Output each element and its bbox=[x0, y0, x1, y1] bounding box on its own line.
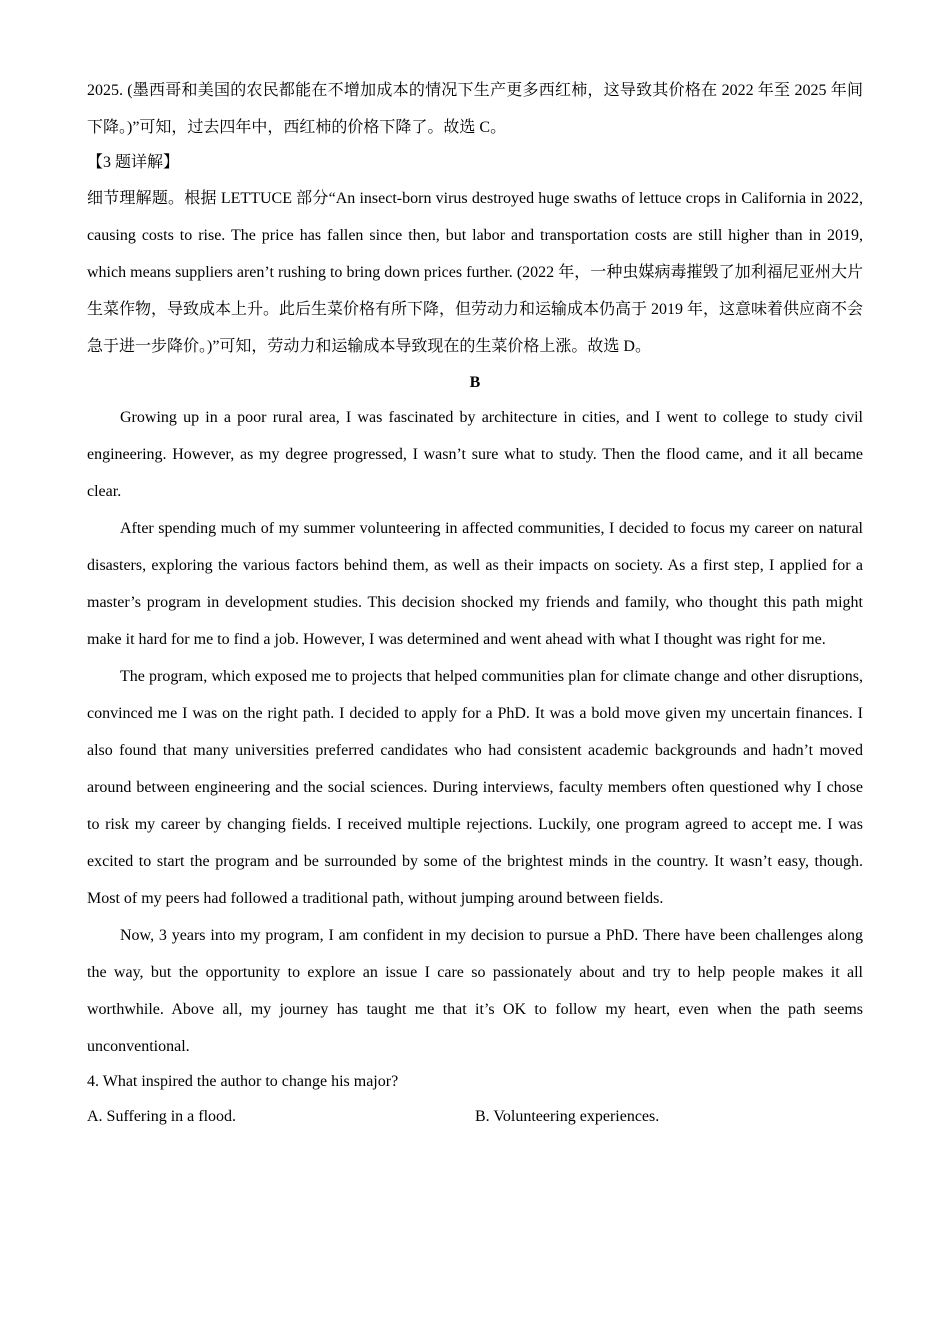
document-page bbox=[87, 72, 863, 1135]
question-3-detail-explanation: 细节理解题。根据 LETTUCE 部分“An insect-born virus destroyed huge swaths of lettuce crops in California in 2022, causing costs to rise. The price has fallen since then, but labor and transportation costs are still higher than in 2019, which means suppliers aren’t rushing to bring down prices further. (2022 年，一种虫媒病毒摧毁了加利福尼亚州大片生菜作物，导致成本上升。此后生菜价格有所下降，但劳动力和运输成本仍高于 2019 年，这意味着供应商不会急于进一步降价。)”可知，劳动力和运输成本导致现在的生菜价格上涨。故选 D。 bbox=[87, 190, 864, 355]
passage-paragraph-3: The program, which exposed me to projects that helped communities plan for climate change and other disruptions, convinced me I was on the right path. I decided to apply for a PhD. It was a bold move given my uncertain finances. I also found that many universities preferred candidates who had consistent academic backgrounds and hadn’t moved around between engineering and the social sciences. During interviews, faculty members often questioned why I chose to risk my career by changing fields. I received multiple rejections. Luckily, one program agreed to accept me. I was excited to start the program and be surrounded by some of the brightest minds in the country. It wasn’t easy, though. Most of my peers had followed a traditional path, without jumping around between fields. bbox=[87, 668, 863, 907]
question-4-stem: 4. What inspired the author to change his major? bbox=[87, 1073, 399, 1090]
option-a[interactable]: A. Suffering in a flood. bbox=[87, 1108, 237, 1125]
passage-paragraph-2: After spending much of my summer volunteering in affected communities, I decided to focus my career on natural disasters, exploring the various factors behind them, as well as their impacts on society. As a first step, I applied for a master’s program in development studies. This decision shocked my friends and family, who thought this path might make it hard for me to find a job. However, I was determined and went ahead with what I thought was right for me. bbox=[87, 520, 863, 648]
passage-paragraph-1: Growing up in a poor rural area, I was fascinated by architecture in cities, and I went to college to study civil engineering. However, as my degree progressed, I wasn’t sure what to study. Then the flood came, and it all became clear. bbox=[87, 409, 863, 500]
question-4-options bbox=[87, 1099, 863, 1135]
previous-answer-explanation: 2025. (墨西哥和美国的农民都能在不增加成本的情况下生产更多西红柿，这导致其价格在 2022 年至 2025 年间下降。)”可知，过去四年中，西红柿的价格下降了。故选 C。 bbox=[87, 82, 863, 136]
option-b[interactable]: B. Volunteering experiences. bbox=[475, 1108, 660, 1125]
section-b-title: B bbox=[469, 374, 481, 391]
question-3-detail-heading: 【3 题详解】 bbox=[87, 154, 180, 171]
passage-paragraph-4: Now, 3 years into my program, I am confident in my decision to pursue a PhD. There have been challenges along the way, but the opportunity to explore an issue I care so passionately about and try to help people makes it all worthwhile. Above all, my journey has taught me that it’s OK to follow my heart, even when the path seems unconventional. bbox=[87, 927, 863, 1055]
